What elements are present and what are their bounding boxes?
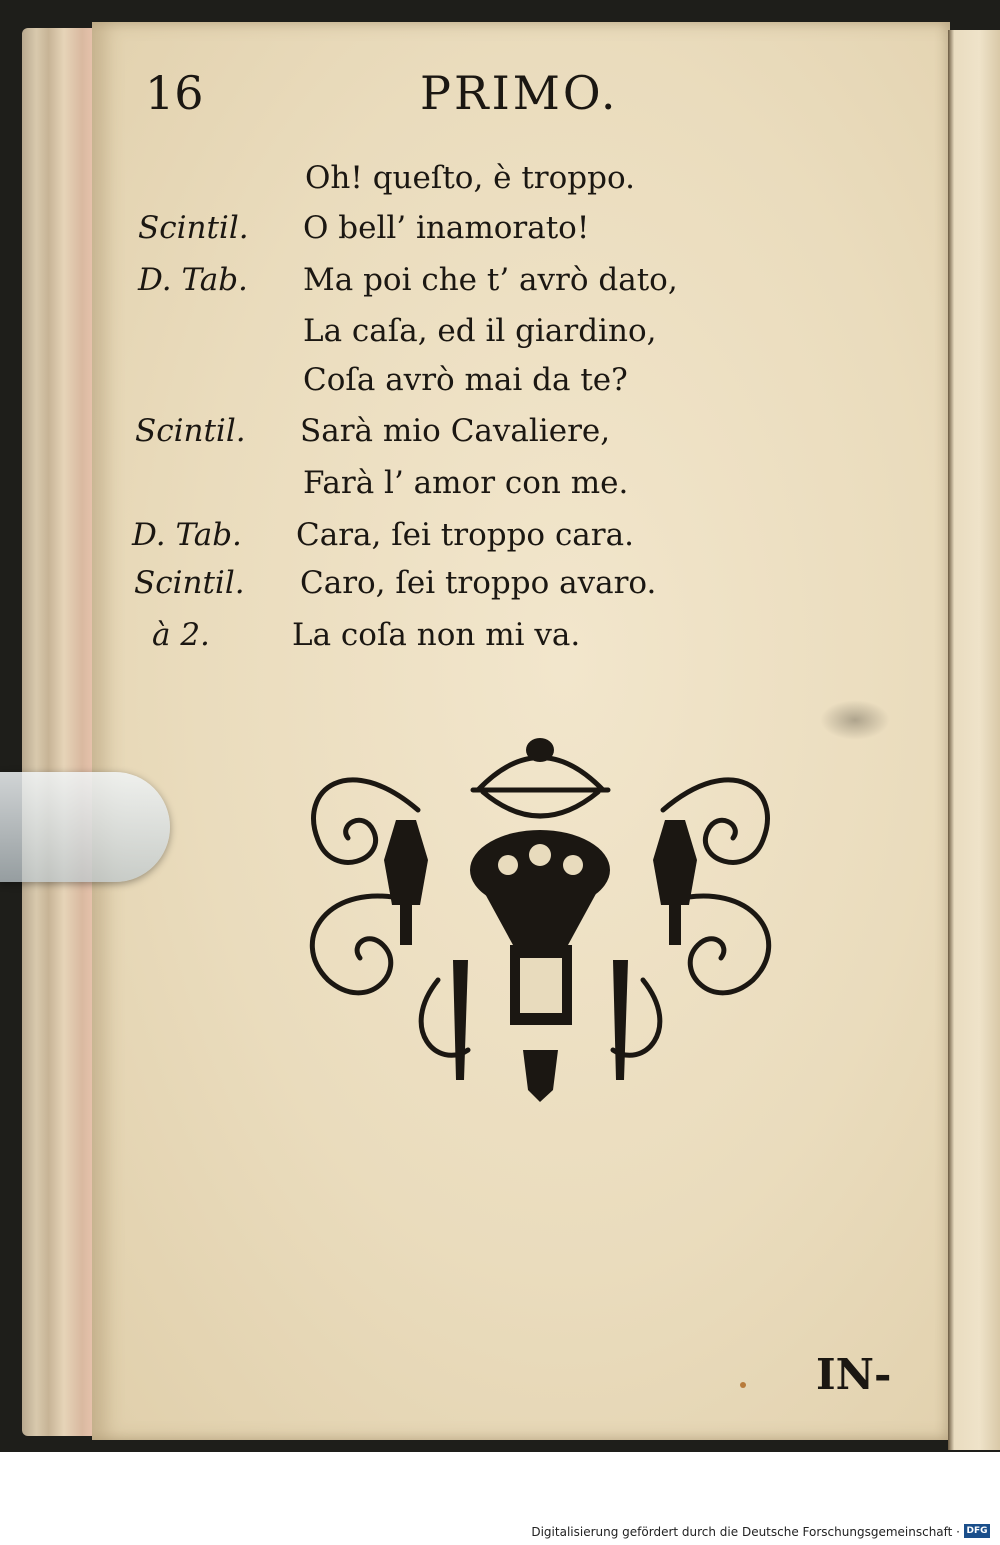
ink-smudge (820, 700, 890, 740)
speaker-label: à 2. (152, 617, 210, 653)
page-clip (0, 772, 170, 882)
catchword: IN- (816, 1350, 892, 1399)
running-title: PRIMO. (420, 66, 619, 120)
verse-text: Farà l’ amor con me. (303, 465, 629, 501)
speaker-label: D. Tab. (138, 262, 248, 298)
verse-text: La caſa, ed il giardino, (303, 313, 657, 349)
speaker-label: Scintil. (135, 413, 246, 449)
speaker-label: D. Tab. (132, 517, 242, 553)
vignette-ornament-icon (288, 730, 793, 1108)
verse-text: O bell’ inamorato! (303, 210, 590, 246)
speaker-label: Scintil. (138, 210, 249, 246)
verse-text: La coſa non mi va. (292, 617, 581, 653)
verse-text: Oh! queſto, è troppo. (305, 160, 635, 196)
dfg-logo: DFG (964, 1524, 990, 1538)
speaker-label: Scintil. (134, 565, 245, 601)
verse-text: Sarà mio Cavaliere, (300, 413, 611, 449)
verse-text: Cara, ſei troppo cara. (296, 517, 634, 553)
digitization-credit: Digitalisierung gefördert durch die Deutsche Forschungsgemeinschaft · (531, 1525, 960, 1539)
verse-text: Coſa avrò mai da te? (303, 362, 628, 398)
verse-text: Caro, ſei troppo avaro. (300, 565, 657, 601)
ink-dot (740, 1382, 746, 1388)
page-number: 16 (145, 66, 204, 120)
verse-text: Ma poi che t’ avrò dato, (303, 262, 678, 298)
facing-page-edge (948, 30, 1000, 1450)
